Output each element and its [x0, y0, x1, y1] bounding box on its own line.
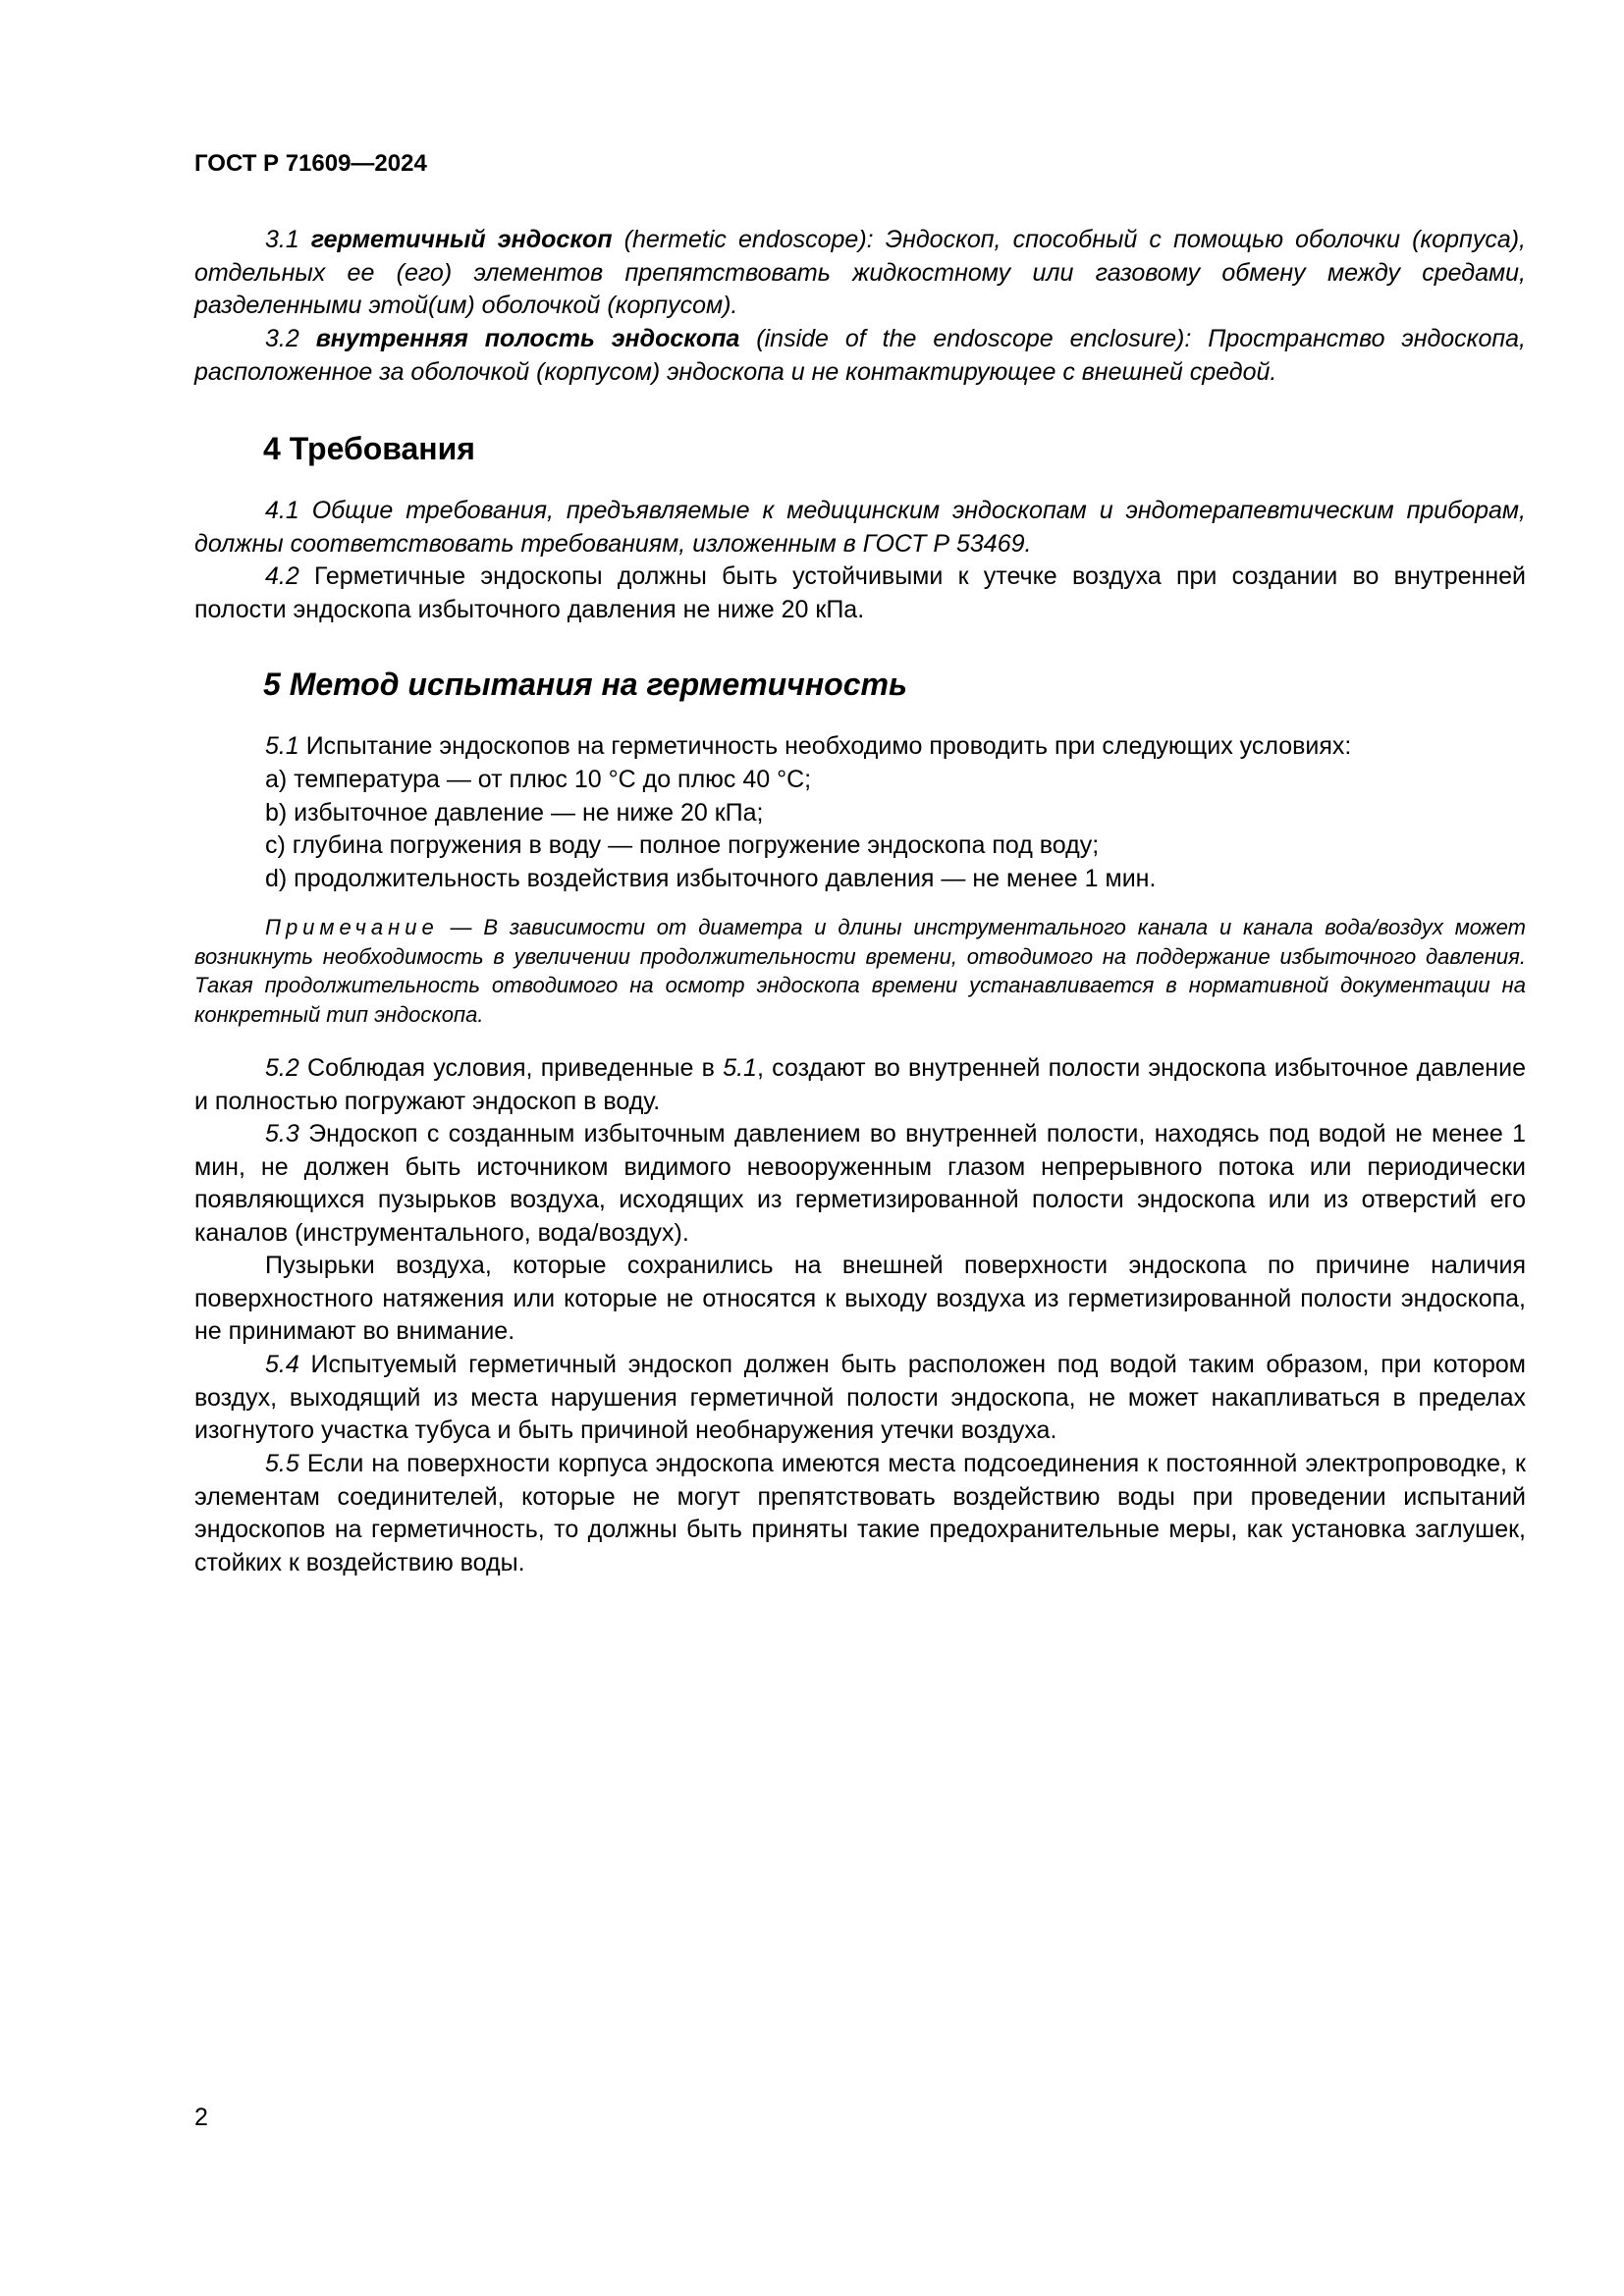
section-4-heading: 4 Требования	[263, 431, 475, 466]
note-label: Примечание	[265, 915, 439, 939]
clause-text: Эндоскоп с созданным избыточным давлением во внутренней полости, находясь под водой не менее 1 мин, не должен быть источником видимого невооруженным глазом непрерывного потока или периодически появляющихся пузырьков воздуха, исходящих из герметизированной полости эндоскопа или из отверстий его каналов (инструментального, вода/воздух).	[194, 1120, 1526, 1247]
clause-text: , создают во внутренней полости эндоскопа избыточное давление и полностью погружают эндоскоп в воду.	[194, 1054, 1526, 1115]
definition-text: (hermetic endoscope): Эндоскоп, способный с помощью оболочки (корпуса), отдельных ее (его) элементов препятствовать жидкостному или газовому обмену между средами, разделенными этой(им) оболочкой (корпусом).	[194, 226, 1526, 319]
clause-number: 5.1	[265, 732, 299, 760]
clause-text: Общие требования, предъявляемые к медицинским эндоскопам и эндотерапевтическим приборам, должны соответствовать требованиям, изложенным в ГОСТ Р 53469.	[194, 497, 1526, 558]
clause-4-2	[194, 561, 1526, 626]
list-item: a) температура — от плюс 10 °С до плюс 40 °С;	[265, 766, 812, 793]
clause-text: Испытуемый герметичный эндоскоп должен быть расположен под водой таким образом, при котором воздух, выходящий из места нарушения герметичной полости эндоскопа, не может накапливаться в пределах изогнутого участка тубуса и быть причиной необнаружения утечки воздуха.	[194, 1351, 1526, 1444]
list-item: d) продолжительность воздействия избыточного давления — не менее 1 мин.	[265, 864, 1157, 892]
list-item: b) избыточное давление — не ниже 20 кПа;	[265, 798, 764, 827]
clause-text: Если на поверхности корпуса эндоскопа имеются места подсоединения к постоянной электропроводке, к элементам соединителей, которые не могут препятствовать воздействию воды при проведении испытаний эндоскопов на герметичность, то должны быть приняты такие предохранительные меры, как установка заглушек, стойких к воздействию воды.	[194, 1450, 1526, 1576]
clause-number: 5.3	[265, 1120, 299, 1148]
clause-5-3-paragraph-2	[194, 1250, 1526, 1349]
clause-text: Соблюдая условия, приведенные в	[298, 1054, 724, 1082]
note-block	[194, 913, 1526, 1029]
section-5-heading: 5 Метод испытания на герметичность	[263, 667, 907, 702]
clause-5-1	[194, 730, 1526, 764]
clause-5-4	[194, 1349, 1526, 1448]
clause-number: 5.2	[265, 1054, 299, 1082]
page-number: 2	[194, 2104, 208, 2131]
document-code-header: ГОСТ Р 71609—2024	[194, 150, 427, 177]
clause-4-1	[194, 495, 1526, 561]
clause-text: Герметичные эндоскопы должны быть устойчивыми к утечке воздуха при создании во внутренней полости эндоскопа избыточного давления не ниже 20 кПа.	[194, 562, 1526, 623]
definition-3-2	[194, 323, 1526, 389]
definition-text: (inside of the endoscope enclosure): Пространство эндоскопа, расположенное за оболочкой (корпусом) эндоскопа и не контактирующее с внешней средой.	[194, 325, 1526, 386]
clause-number: 5.4	[265, 1351, 299, 1378]
clause-5-5	[194, 1448, 1526, 1579]
clause-5-3	[194, 1118, 1526, 1250]
definition-3-1	[194, 224, 1526, 323]
clause-text: Пузырьки воздуха, которые сохранились на внешней поверхности эндоскопа по причине наличия поверхностного натяжения или которые не относятся к выходу воздуха из герметизированной полости эндоскопа, не принимают во внимание.	[194, 1252, 1526, 1345]
term-inside-endoscope-enclosure: внутренняя полость эндоскопа	[315, 325, 740, 352]
list-item: c) глубина погружения в воду — полное погружение эндоскопа под воду;	[265, 831, 1100, 859]
clause-number: 4.2	[265, 562, 299, 590]
clause-number: 4.1	[265, 497, 299, 524]
clause-number: 5.5	[265, 1450, 299, 1477]
clause-number: 3.1	[265, 226, 299, 253]
term-hermetic-endoscope: герметичный эндоскоп	[310, 226, 613, 253]
note-text: — В зависимости от диаметра и длины инструментального канала и канала вода/воздух может возникнуть необходимость в увеличении продолжительности времени, отводимого на поддержание избыточного давления. Такая продолжительность отводимого на осмотр эндоскопа времени устанавливается в нормативной документации на конкретный тип эндоскопа.	[194, 915, 1526, 1027]
clause-text: Испытание эндоскопов на герметичность необходимо проводить при следующих условиях:	[298, 732, 1352, 760]
clause-number: 3.2	[265, 325, 299, 352]
clause-reference: 5.1	[723, 1054, 757, 1082]
clause-5-2	[194, 1052, 1526, 1118]
conditions-list	[194, 764, 1526, 895]
